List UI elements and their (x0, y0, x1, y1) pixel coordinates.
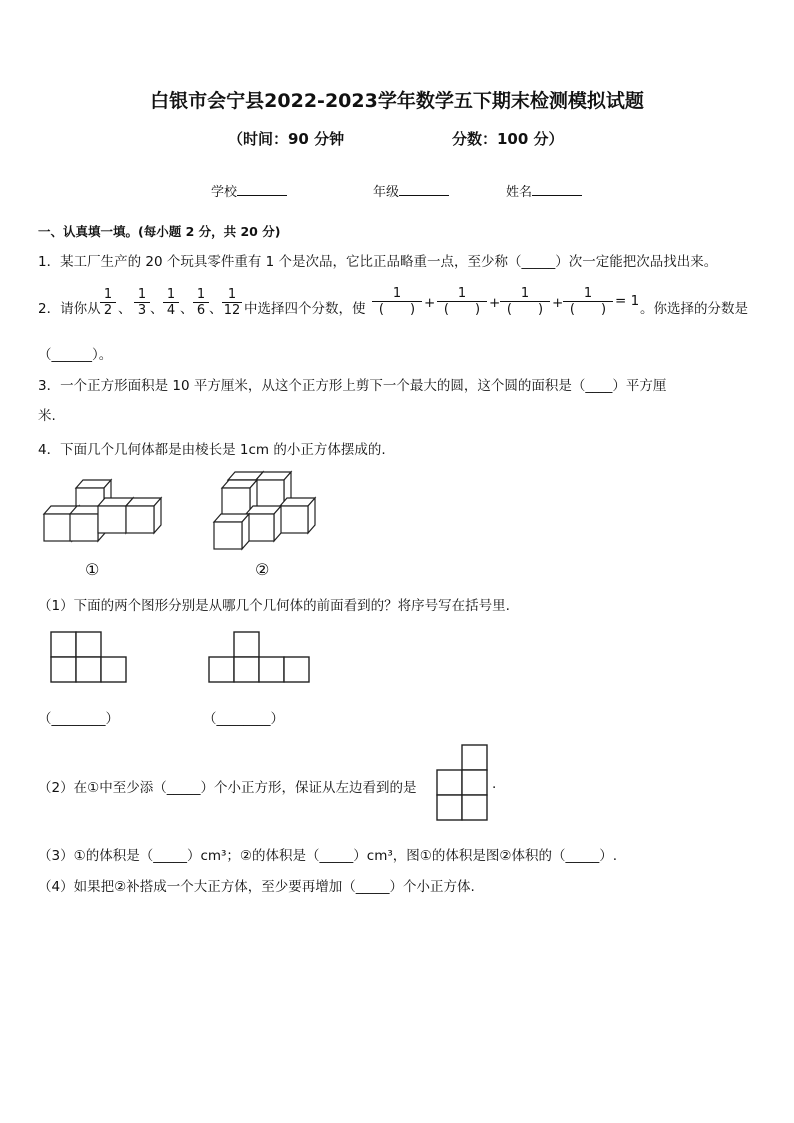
figure-label-1: ① (85, 560, 100, 579)
grid-cell (437, 770, 462, 795)
question-2-suffix: 。你选择的分数是 (640, 301, 748, 317)
separator: 、 (209, 301, 223, 317)
separator: 、 (118, 301, 132, 317)
plus-sign: + (552, 295, 564, 311)
question-4-part-1: （1）下面的两个图形分别是从哪几个几何体的前面看到的？将序号写在括号里. (38, 598, 510, 614)
grid-cell (209, 657, 234, 682)
grid-cell (462, 770, 487, 795)
grid-cell (234, 632, 259, 657)
grid-cell (234, 657, 259, 682)
section-heading: 一、认真填一填。(每小题 2 分，共 20 分) (38, 224, 281, 239)
fraction-quarter: 1 4 (163, 287, 179, 319)
question-4: 4．下面几个几何体都是由棱长是 1cm 的小正方体摆成的. (38, 442, 386, 458)
equation-result: = 1 (615, 293, 640, 309)
question-4-part-3: （3）①的体积是（_____）cm³；②的体积是（_____）cm³，图①的体积是图②体积的（_____）. (38, 848, 618, 864)
question-4-part-4: （4）如果把②补搭成一个大正方体，至少要再增加（_____）个小正方体. (38, 879, 475, 895)
separator: 、 (180, 301, 194, 317)
grid-cell (51, 657, 76, 682)
grid-cell (76, 657, 101, 682)
separator: 、 (150, 301, 164, 317)
equation-fraction-3[interactable]: 1 ( ) (500, 286, 550, 318)
fraction-twelfth: 1 12 (223, 287, 241, 318)
figure-label-2: ② (255, 560, 270, 579)
question-3-line2: 米. (38, 408, 56, 424)
question-3-line1: 3．一个正方形面积是 10 平方厘米，从这个正方形上剪下一个最大的圆，这个圆的面积是（____）平方厘 (38, 378, 667, 394)
question-4-part-2-end: . (492, 776, 497, 792)
fraction-sixth: 1 6 (193, 287, 209, 319)
grid-cell (437, 795, 462, 820)
grid-cell (284, 657, 309, 682)
grade-label: 年级 (373, 185, 400, 200)
name-label: 姓名 (506, 185, 533, 200)
question-2-answer: （______）。 (38, 347, 113, 363)
grid-cell (462, 795, 487, 820)
grid-cell (259, 657, 284, 682)
equation-fraction-2[interactable]: 1 ( ) (437, 286, 487, 318)
grid-cell (51, 632, 76, 657)
grid-cell (76, 632, 101, 657)
fraction-third: 1 3 (134, 287, 150, 319)
equation-fraction-1[interactable]: 1 ( ) (372, 286, 422, 318)
school-label: 学校 (211, 185, 238, 200)
question-2-mid: 中选择四个分数，使 (244, 301, 366, 317)
page-title: 白银市会宁县2022-2023学年数学五下期末检测模拟试题 (150, 90, 644, 112)
answer-blank-b[interactable]: （________） (203, 711, 284, 727)
fraction-half: 1 2 (100, 287, 116, 319)
question-4-part-2: （2）在①中至少添（_____）个小正方形，保证从左边看到的是 (38, 780, 417, 796)
exam-time: （时间：90 分钟 (228, 130, 345, 148)
grid-cell (462, 745, 487, 770)
plus-sign: + (424, 295, 436, 311)
question-2-prefix: 2．请你从 (38, 301, 101, 317)
exam-score: 分数：100 分） (452, 130, 564, 148)
grid-cell (101, 657, 126, 682)
question-1: 1．某工厂生产的 20 个玩具零件重有 1 个是次品，它比正品略重一点，至少称（_____）次一定能把次品找出来。 (38, 254, 718, 270)
equation-fraction-4[interactable]: 1 ( ) (563, 286, 613, 318)
answer-blank-a[interactable]: （________） (38, 711, 119, 727)
plus-sign: + (489, 295, 501, 311)
